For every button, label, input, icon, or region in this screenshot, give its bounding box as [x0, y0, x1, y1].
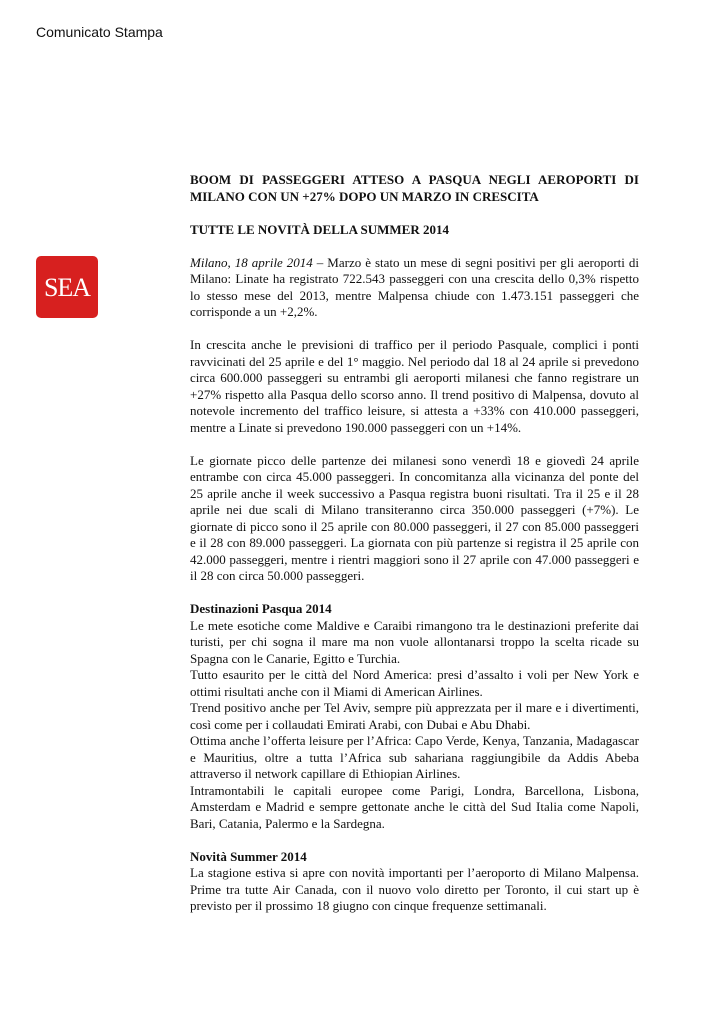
destination-line: Tutto esaurito per le città del Nord America: presi d’assalto i voli per New York e ottimi risultati anche con il Miami di American Airlines. [190, 667, 639, 699]
paragraph-peak-days: Le giornate picco delle partenze dei milanesi sono venerdì 18 e giovedì 24 aprile entrambe con circa 45.000 passeggeri. In concomitanza alla vicinanza del ponte del 25 aprile anche il week successivo a Pasqua registra buoni risultati. Tra il 25 e il 28 aprile nei due scali di Milano transiteranno circa 350.000 passeggeri (+7%). Le giornate di picco sono il 25 aprile con 80.000 passeggeri, il 27 con 85.000 passeggeri e il 28 con 89.000 passeggeri. La giornata con più partenze si registra il 25 aprile con 42.000 passeggeri, mentre i rientri maggiori sono il 27 aprile con 47.000 passeggeri e il 28 con circa 50.000 passeggeri. [190, 452, 639, 583]
subheadline: TUTTE LE NOVITÀ DELLA SUMMER 2014 [190, 221, 449, 237]
section-heading-destinations: Destinazioni Pasqua 2014 [190, 601, 332, 616]
destinations-list [190, 618, 639, 833]
sea-logo [36, 256, 98, 318]
dateline: Milano, 18 aprile 2014 [190, 254, 313, 270]
destination-line: Ottima anche l’offerta leisure per l’Africa: Capo Verde, Kenya, Tanzania, Madagascar e Mauritius, oltre a tutta l’Africa sub sahariana raggiungibile da Addis Abeba attraverso il network capillare di Ethiopian Airlines. [190, 733, 639, 781]
headline: BOOM DI PASSEGGERI ATTESO A PASQUA NEGLI AEROPORTI DI MILANO CON UN +27% DOPO UN MARZO IN CRESCITA [190, 172, 639, 204]
paragraph-summer: La stagione estiva si apre con novità importanti per l’aeroporto di Milano Malpensa. Prime tra tutte Air Canada, con il nuovo volo diretto per Toronto, il cui start up è previsto per il prossimo 18 giugno con cinque frequenze settimanali. [190, 865, 639, 913]
sea-logo-text: SEA [43, 273, 91, 302]
section-heading-summer: Novità Summer 2014 [190, 848, 307, 864]
paragraph-forecast: In crescita anche le previsioni di traffico per il periodo Pasquale, complici i ponti ravvicinati del 25 aprile e del 1° maggio. Nel periodo dal 18 al 24 aprile si prevedono circa 600.000 passeggeri su entrambi gli aeroporti milanesi che fanno registrare un +27% rispetto alla Pasqua dello scorso anno. Il trend positivo di Malpensa, dovuto al notevole incremento del traffico leisure, si attesta a +33% con 410.000 passeggeri, mentre a Linate si prevedono 190.000 passeggeri con un +14%. [190, 337, 639, 435]
destination-line: Trend positivo anche per Tel Aviv, sempre più apprezzata per il mare e i divertimenti, così come per i collaudati Emirati Arabi, con Dubai e Abu Dhabi. [190, 700, 639, 732]
intro-paragraph [190, 255, 639, 321]
destination-line: Intramontabili le capitali europee come Parigi, Londra, Barcellona, Lisbona, Amsterdam e Madrid e sempre gettonate anche le città del Sud Italia come Napoli, Bari, Catania, Palermo e la Sardegna. [190, 782, 639, 831]
sea-logo-mark [36, 256, 98, 318]
intro-text: – Marzo è stato un mese di segni positivi per gli aeroporti di Milano: Linate ha registrato 722.543 passeggeri con una crescita dello 0,3% rispetto lo stesso mese del 2013, mentre Malpensa chiude con 1.473.151 passeggeri che corrisponde a un +2,2%. [190, 254, 639, 319]
destination-line: Le mete esotiche come Maldive e Caraibi rimangono tra le destinazioni preferite dai turisti, per chi sogna il mare ma non vuole allontanarsi troppo la scelta ricade su Spagna con le Canarie, Egitto e Turchia. [190, 617, 639, 666]
press-release-body [190, 172, 639, 915]
document-type-label: Comunicato Stampa [36, 24, 163, 40]
